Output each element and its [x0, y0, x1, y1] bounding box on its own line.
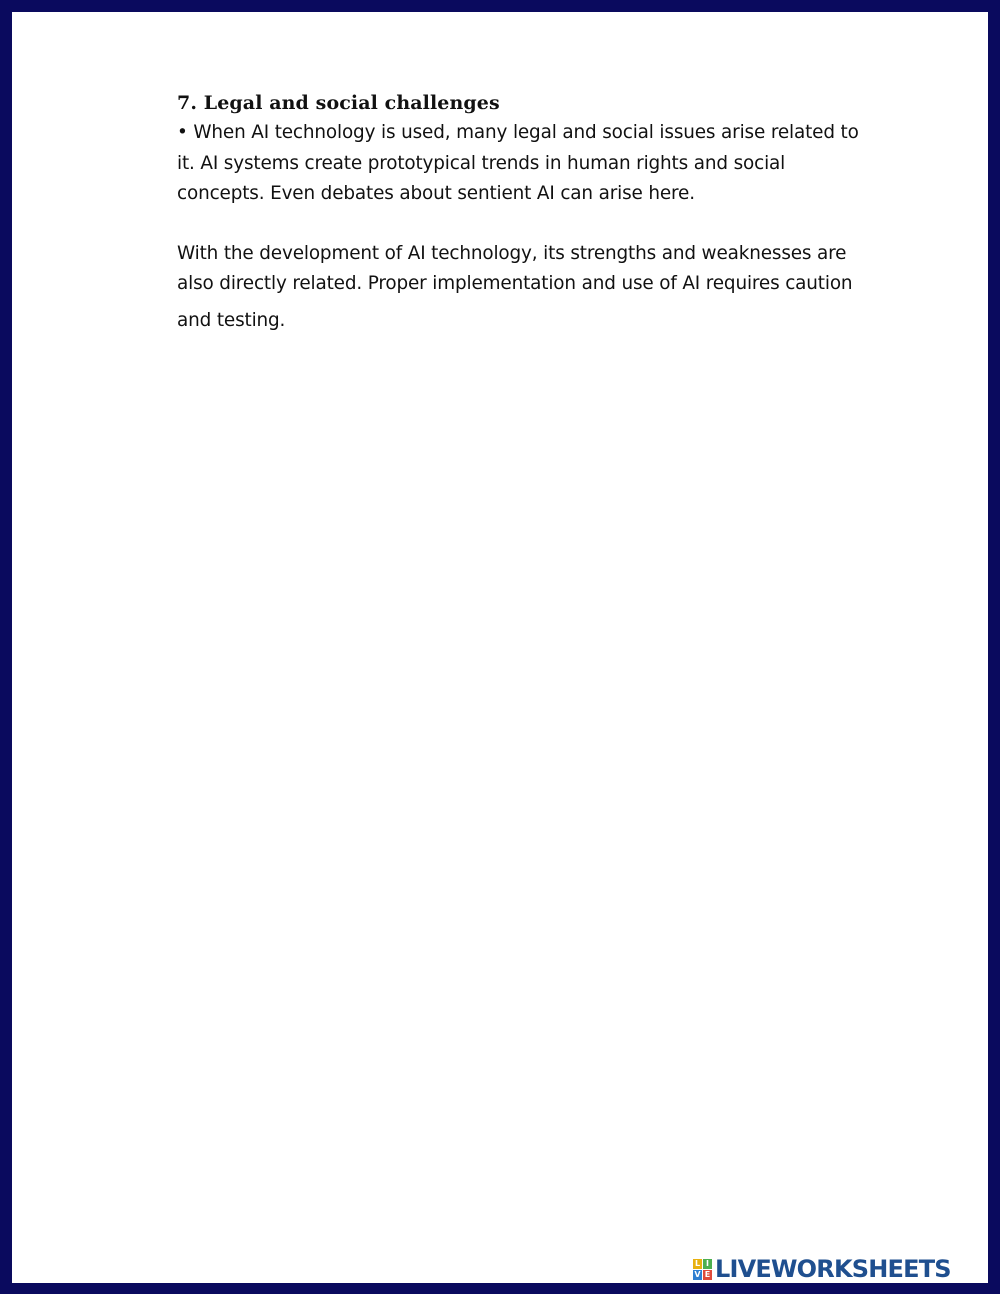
liveworksheets-logo[interactable] — [693, 1256, 951, 1282]
logo-mark-icon — [693, 1259, 712, 1280]
conclusion-line: With the development of AI technology, its strengths and weaknesses are — [177, 242, 847, 264]
conclusion-paragraph — [177, 239, 897, 337]
bullet-line: • When AI technology is used, many legal and social issues arise related to — [177, 122, 859, 143]
document-content — [177, 88, 897, 336]
logo-mark-cell: V — [694, 1269, 701, 1279]
logo-mark-cell: I — [703, 1259, 712, 1269]
section-heading: 7. Legal and social challenges — [177, 92, 500, 114]
bullet-line: it. AI systems create prototypical trends in human rights and social — [177, 152, 786, 174]
logo-mark-cell: L — [694, 1258, 701, 1268]
bullet-paragraph — [177, 118, 897, 210]
logo-mark-cell: E — [704, 1269, 711, 1279]
conclusion-line: and testing. — [177, 309, 286, 331]
bullet-line: concepts. Even debates about sentient AI can arise here. — [177, 183, 695, 204]
conclusion-line: also directly related. Proper implementation and use of AI requires caution — [177, 273, 853, 294]
logo-text: LIVEWORKSHEETS — [715, 1255, 951, 1283]
